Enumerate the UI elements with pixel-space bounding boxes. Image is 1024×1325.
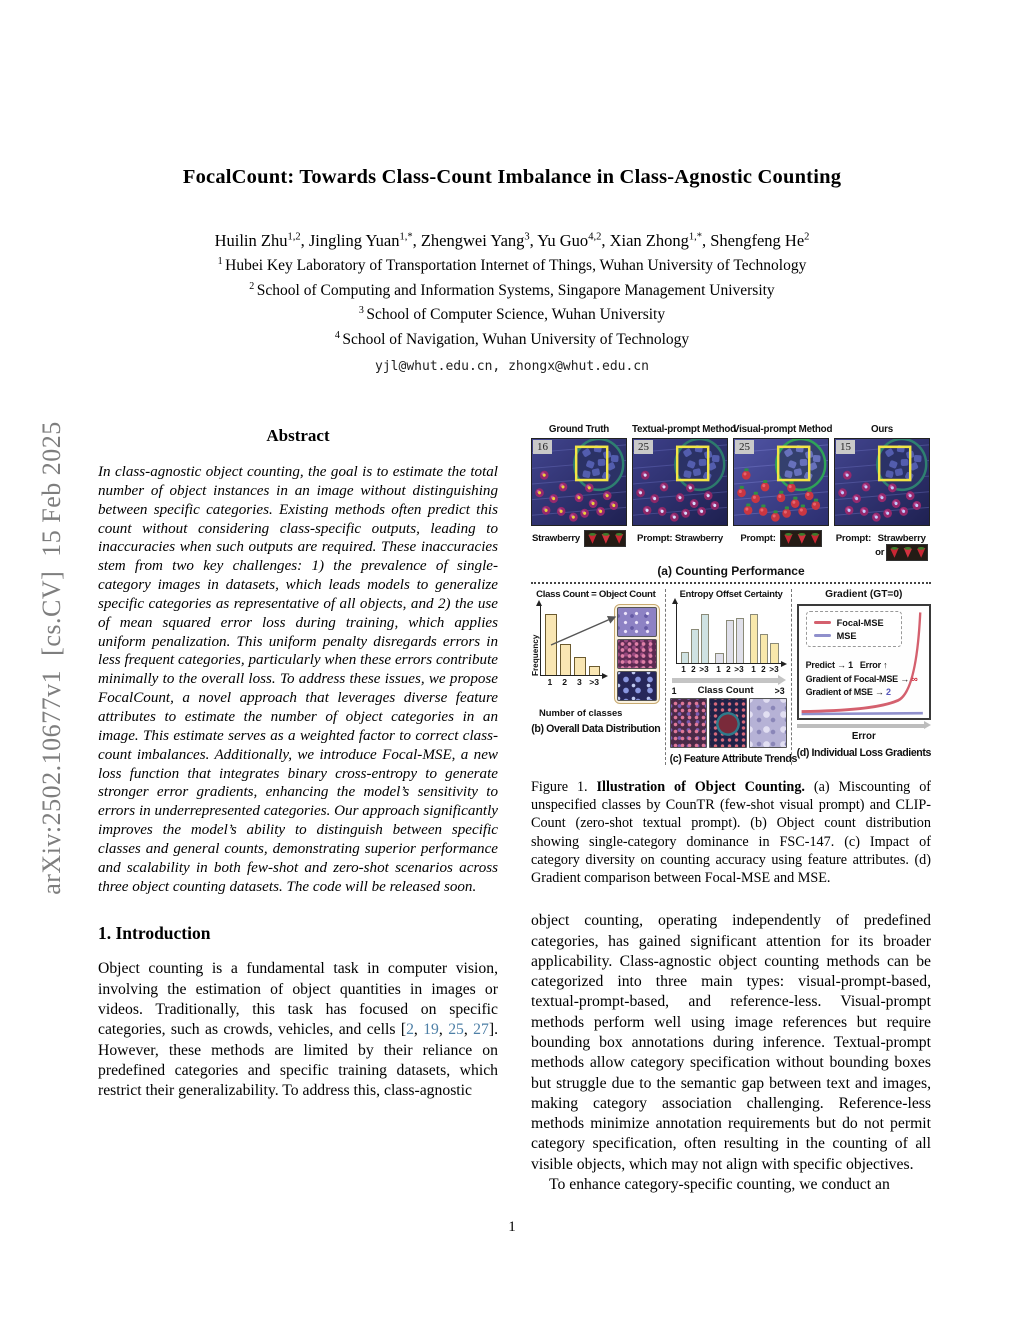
intro-text-post: ]. However, these methods are limited by their reliance on predefined categories and specific training datasets, which restrict their generalizability. To address this, class-agnostic bbox=[98, 1021, 499, 1100]
focal-mse-line-swatch bbox=[814, 621, 831, 624]
attribute-name: Entropy bbox=[679, 589, 714, 599]
attribute-bar bbox=[760, 634, 768, 663]
axis-max-label: >3 bbox=[774, 685, 785, 696]
paper-title: FocalCount: Towards Class-Count Imbalance in Class-Agnostic Counting bbox=[182, 166, 842, 188]
author-emails: yjl@whut.edu.cn, zhongx@whut.edu.cn bbox=[375, 359, 649, 374]
subcaption-a: (a) Counting Performance bbox=[657, 564, 805, 578]
panel-image bbox=[531, 438, 627, 526]
axis-tick: 3 bbox=[576, 677, 582, 687]
author: Zhengwei Yang$^3$ bbox=[420, 231, 530, 250]
panel-title: Ground Truth bbox=[548, 424, 610, 435]
axis-tick: >3 bbox=[734, 665, 744, 674]
figure-1c bbox=[665, 589, 797, 765]
grad-focal-label: Gradient of Focal-MSE → bbox=[805, 673, 910, 684]
frequency-chart bbox=[540, 604, 604, 704]
predict-value: 1 bbox=[848, 660, 853, 670]
affiliation: $^1$ Hubei Key Laboratory of Transportation Internet of Things, Wuhan University of Technology bbox=[217, 255, 807, 274]
intro-text-pre: Object counting is a fundamental task in computer vision, involving the estimation of object quantities in images or videos. Traditionally, this task has focused on specific categories, such as crowds, vehicles, and cells [ bbox=[98, 960, 498, 1039]
example-image-stack bbox=[614, 604, 660, 704]
tick-group bbox=[680, 665, 709, 674]
axis-tick: 1 bbox=[716, 665, 721, 674]
prompt-label: Strawberry bbox=[531, 533, 581, 544]
or-label: or bbox=[875, 547, 885, 558]
author: Yu Guo$^{4,2}$ bbox=[537, 231, 602, 250]
one-class-image bbox=[670, 698, 708, 748]
attribute-name: Offset bbox=[715, 589, 742, 599]
attr-names bbox=[670, 589, 787, 599]
abstract-heading: Abstract bbox=[266, 426, 330, 445]
legend-item-mse bbox=[814, 629, 894, 642]
count-badge: 25 bbox=[634, 440, 653, 454]
affiliation: $^3$ School of Computer Science, Wuhan University bbox=[358, 304, 666, 323]
citation-link[interactable]: 27 bbox=[473, 1021, 489, 1039]
axis-tick: 2 bbox=[761, 665, 766, 674]
infinity-value: ∞ bbox=[911, 673, 918, 684]
author: Huilin Zhu$^{1,2}$ bbox=[214, 231, 301, 250]
axis-tick: 1 bbox=[681, 665, 686, 674]
attribute-bar bbox=[715, 653, 723, 663]
many-class-image bbox=[749, 698, 787, 748]
affiliation: $^4$ School of Navigation, Wuhan University of Technology bbox=[334, 329, 690, 348]
panel-prompt-row bbox=[834, 526, 930, 561]
bowl-image bbox=[709, 698, 747, 748]
freq-bars bbox=[540, 604, 604, 676]
bubbles-example-image bbox=[617, 671, 657, 701]
attr-ticks bbox=[676, 665, 783, 674]
left-column bbox=[98, 424, 498, 1195]
axis-tick: 1 bbox=[751, 665, 756, 674]
panel-prompt-row bbox=[531, 526, 627, 560]
panel-image bbox=[733, 438, 829, 526]
class-count-example-images bbox=[670, 698, 787, 748]
axis-tick: 2 bbox=[691, 665, 696, 674]
error-up-label: Error ↑ bbox=[859, 660, 888, 670]
right-column-paragraph-2: To enhance category-specific counting, we conduct an bbox=[549, 1176, 890, 1194]
author: Xian Zhong$^{1,*}$ bbox=[609, 231, 702, 250]
attribute-bar bbox=[736, 618, 744, 663]
citation-link[interactable]: 2 bbox=[406, 1021, 414, 1039]
citation-separator: , bbox=[438, 1021, 449, 1039]
attr-bars bbox=[676, 602, 783, 664]
panel-ground-truth bbox=[531, 424, 627, 561]
frequency-axis-label: Frequency bbox=[531, 634, 540, 676]
bar-group bbox=[750, 602, 779, 663]
attribute-bar bbox=[691, 629, 699, 663]
figure-1d bbox=[792, 589, 931, 765]
attribute-bar bbox=[770, 643, 778, 663]
intro-paragraph bbox=[98, 959, 498, 1101]
panel-title: Textual-prompt Method bbox=[632, 424, 736, 435]
citation-separator: , bbox=[463, 1021, 474, 1039]
prompt-or-row bbox=[875, 544, 928, 561]
frequency-bar bbox=[545, 614, 557, 675]
legend-label: Focal-MSE bbox=[836, 617, 884, 628]
attribute-bar bbox=[750, 614, 758, 663]
legend-label: MSE bbox=[836, 630, 857, 641]
class-count-label: Class Count bbox=[697, 685, 754, 696]
figure-1bcd bbox=[531, 584, 931, 765]
error-axis-arrow-icon bbox=[797, 724, 925, 728]
count-badge: 16 bbox=[533, 440, 552, 454]
author: Shengfeng He$^2$ bbox=[710, 231, 810, 250]
affiliation: $^2$ School of Computing and Information Systems, Singapore Management University bbox=[249, 280, 775, 299]
abstract-text: In class-agnostic object counting, the goal is to estimate the total number of object instances in an image without distinguishing between specific categories. Existing methods often predict this count without considering class-specific outputs, leading to inaccuracies when such outputs are required. These inaccuracies stem from two key challenges: 1) the prevalence of single-category images in datasets, which leads models to generalize specific categories as representative of all objects, and 2) the use of mean squared error loss during training, which applies uniform penalization. This uniform penalty disregards errors in less frequent categories, particularly when these errors contribute minimally to the overall loss. To address these issues, we propose FocalCount, a novel approach that leverages diverse feature attributes to estimate the number of object categories in an image. This estimate serves as a weighted factor to correct class-count imbalances. Additionally, we introduce Focal-MSE, a new loss function that integrates binary cross-entropy to generate stronger error gradients, enhancing the model’s sensitivity to errors in underrepresented categories. Our approach significantly improves the model’s ability to distinguish between specific classes and general counts, demonstrating superior performance and scalability in both few-shot and zero-shot scenarios across three object counting datasets. The code will be released soon. bbox=[98, 464, 498, 895]
count-badge: 15 bbox=[836, 440, 855, 454]
single-class-example-image bbox=[617, 607, 657, 637]
paper-header bbox=[0, 166, 1024, 374]
axis-tick: >3 bbox=[769, 665, 779, 674]
right-column bbox=[531, 424, 931, 1195]
affiliation-list bbox=[0, 254, 1024, 352]
grad-focal-line bbox=[806, 673, 918, 687]
citation-separator: , bbox=[413, 1021, 424, 1039]
legend bbox=[806, 611, 902, 647]
attribute-bar bbox=[701, 614, 709, 663]
strawberry-exemplar-image bbox=[584, 530, 626, 547]
frequency-bar bbox=[574, 657, 586, 675]
mse-gradient-value: 2 bbox=[886, 687, 891, 697]
page-number: 1 bbox=[508, 1219, 516, 1235]
axis-min-label: 1 bbox=[671, 685, 677, 696]
bar-group bbox=[681, 602, 710, 663]
caption-prefix: Figure 1. bbox=[531, 779, 588, 795]
prompt-label: Prompt: bbox=[740, 533, 776, 544]
panel-visual-prompt bbox=[733, 424, 833, 561]
predict-label: Predict → bbox=[805, 660, 846, 670]
subcaption-c: (c) Feature Attribute Trends bbox=[669, 753, 797, 765]
tick-group bbox=[750, 665, 779, 674]
panel-image bbox=[834, 438, 930, 526]
right-column-paragraph-1: object counting, operating independently of predefined categories, has gained significant attention for its broader applicability. Class-agnostic object counting methods can be categorized into three main types: visual-prompt-based, textual-prompt-based, and reference-less. Visual-prompt methods perform well using image references but require bounding box annotations during inference. Textual-prompt methods allow category specification without bounding boxes but struggle due to the semantic gap between text and images, making category association challenging. Reference-less methods minimize annotation requirements but do not permit category specification, often resulting in the counting of all visible objects, which may not align with specific objectives. bbox=[531, 912, 931, 1173]
class-count-arrow-icon bbox=[672, 678, 779, 683]
panel-ours bbox=[834, 424, 930, 561]
legend-item-focal-mse bbox=[814, 616, 894, 629]
strawberry-exemplar-image bbox=[886, 544, 928, 561]
grad-mse-line bbox=[806, 686, 918, 700]
panel-title: Ours bbox=[870, 424, 894, 435]
panel-prompt-row bbox=[733, 526, 829, 560]
caption-bold: Illustration of Object Counting. bbox=[596, 779, 805, 795]
freq-ticks bbox=[540, 677, 604, 687]
axis-tick: >3 bbox=[589, 677, 600, 687]
frequency-bar bbox=[560, 644, 572, 675]
subcaption-d: (d) Individual Loss Gradients bbox=[796, 747, 931, 759]
figure-1b bbox=[531, 589, 665, 765]
class-count-axis bbox=[670, 685, 787, 696]
ours-prompt-options bbox=[875, 530, 928, 561]
axis-tick: 2 bbox=[726, 665, 731, 674]
caption-text: (a) Miscounting of unspecified classes by CounTR (few-shot visual prompt) and CLIP-Count (zero-shot textual prompt). (b) Object count distribution showing single-category dominance in FSC-147. (c) Impact of category diversity on counting accuracy using feature attributes. (d) Gradient comparison between Focal-MSE and MSE. bbox=[531, 779, 932, 887]
axis-tick: 1 bbox=[547, 677, 553, 687]
attribute-name: Certainty bbox=[744, 589, 783, 599]
tick-group bbox=[715, 665, 744, 674]
gradient-annotations bbox=[806, 659, 918, 700]
strawberry-exemplar-image bbox=[780, 530, 822, 547]
mse-line-swatch bbox=[814, 634, 831, 637]
figure-1 bbox=[531, 424, 931, 765]
dense-berries-example-image bbox=[617, 639, 657, 669]
author: Jingling Yuan$^{1,*}$ bbox=[308, 231, 413, 250]
attribute-bar bbox=[726, 620, 734, 663]
panel-b-main bbox=[531, 604, 661, 704]
gradient-plot bbox=[797, 604, 931, 720]
two-column-body bbox=[98, 424, 931, 1195]
frequency-bar bbox=[589, 666, 601, 675]
panel-image bbox=[632, 438, 728, 526]
prompt-text: Strawberry bbox=[877, 533, 926, 544]
panel-prompt-row bbox=[632, 526, 728, 560]
figure-1-caption bbox=[531, 778, 931, 887]
arxiv-watermark: arXiv:2502.10677v1 [cs.CV] 15 Feb 2025 bbox=[37, 421, 66, 895]
number-of-classes-label: Number of classes bbox=[539, 707, 623, 718]
section-heading-introduction: 1. Introduction bbox=[98, 923, 211, 944]
grad-mse-label: Gradient of MSE → bbox=[805, 687, 884, 697]
bar-group bbox=[715, 602, 744, 663]
prompt-label: Prompt: Strawberry bbox=[637, 533, 723, 544]
axis-tick: >3 bbox=[699, 665, 709, 674]
attribute-bar bbox=[681, 652, 689, 663]
author-list: Huilin Zhu$^{1,2}$, Jingling Yuan$^{1,*}$, Zhengwei Yang$^3$, Yu Guo$^{4,2}$, Xian Zhong$^{1,*}$, Shengfeng He$^2$ bbox=[214, 231, 810, 250]
predict-line bbox=[806, 659, 918, 673]
error-axis-label: Error bbox=[851, 731, 876, 742]
panel-d-title: Gradient (GT=0) bbox=[825, 589, 903, 600]
panel-textual-prompt bbox=[632, 424, 736, 561]
count-badge: 25 bbox=[735, 440, 754, 454]
subcaption-b: (b) Overall Data Distribution bbox=[531, 723, 661, 735]
panel-b-title: Class Count = Object Count bbox=[536, 589, 656, 600]
figure-1a bbox=[531, 424, 931, 561]
axis-tick: 2 bbox=[562, 677, 568, 687]
citation-link[interactable]: 19 bbox=[423, 1021, 439, 1039]
prompt-label: Prompt: bbox=[835, 533, 872, 544]
citation-link[interactable]: 25 bbox=[448, 1021, 464, 1039]
panel-title: Visual-prompt Method bbox=[733, 424, 833, 435]
